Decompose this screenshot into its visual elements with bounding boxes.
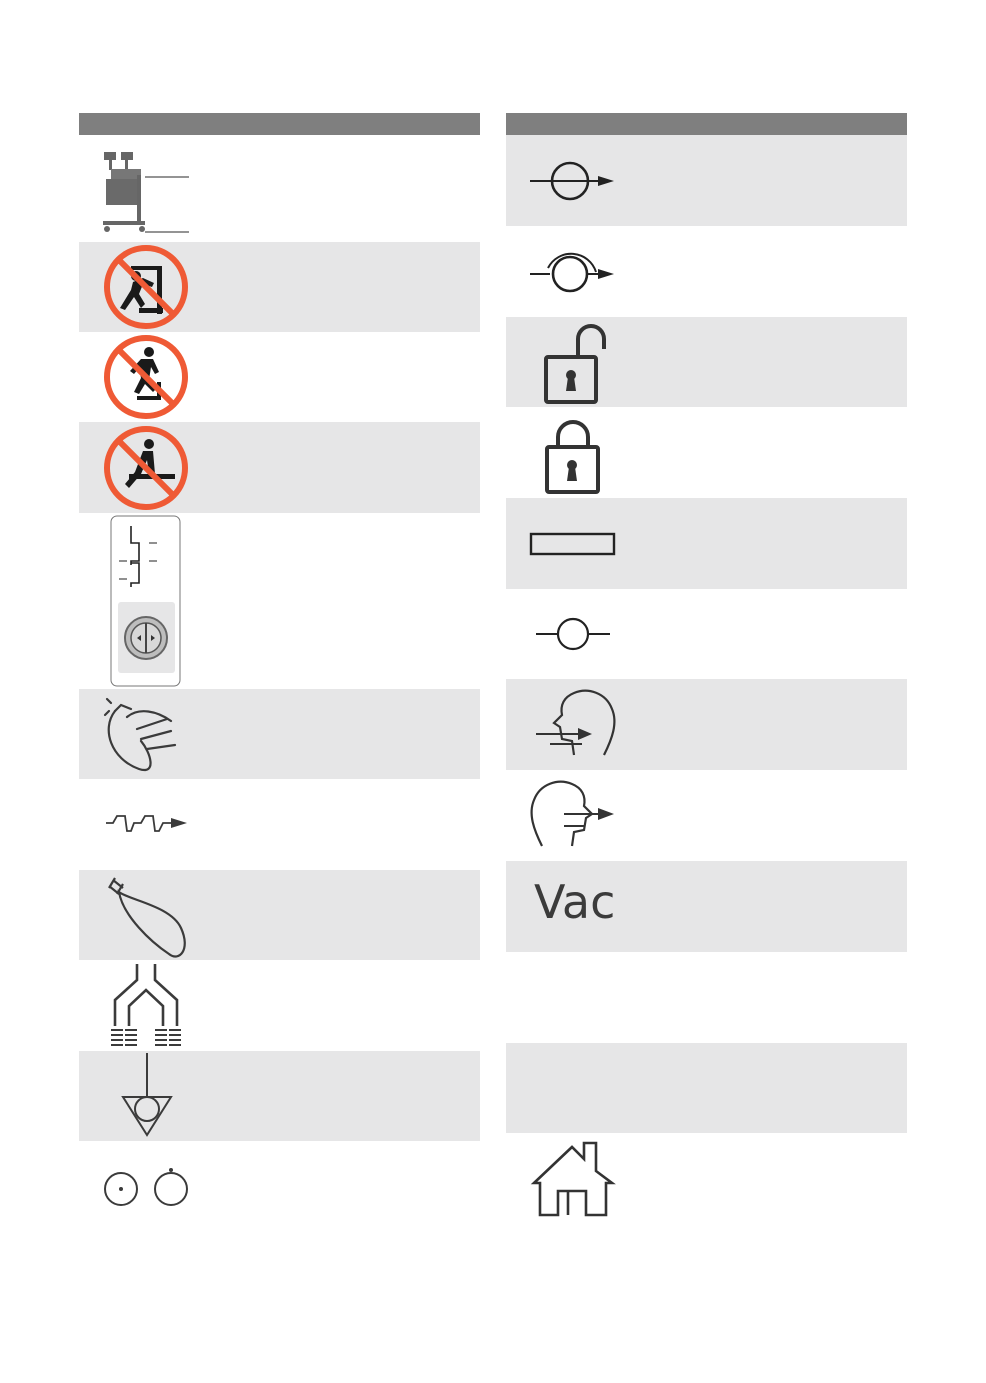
symbol-row: [79, 1051, 480, 1141]
right-column-header: [506, 113, 907, 135]
locked-icon: [506, 407, 907, 498]
left-column-header: [79, 113, 480, 135]
symbol-row: [79, 332, 480, 422]
valve-icon: [506, 589, 907, 679]
expiration-icon: [506, 770, 907, 861]
machine-transport-icon: [79, 135, 480, 242]
symbol-row: [79, 135, 480, 242]
symbol-row: [79, 870, 480, 960]
cylinder-valve-icon: [79, 513, 480, 689]
symbol-row: [506, 226, 907, 317]
symbol-row: [79, 689, 480, 779]
symbol-row-empty: [506, 1043, 907, 1133]
symbol-row: [506, 1133, 907, 1224]
manual-ventilation-icon: [79, 689, 480, 779]
aux-outlet-flow-icon: [506, 226, 907, 317]
symbol-row: [79, 513, 480, 689]
outlet-flow-icon: [506, 135, 907, 226]
symbol-row: [506, 317, 907, 407]
symbol-row: [506, 679, 907, 770]
no-stepping-icon: [79, 332, 480, 422]
y-piece-icon: [79, 960, 480, 1051]
no-pushing-icon: [79, 242, 480, 332]
inspiration-icon: [506, 679, 907, 770]
symbol-row: [79, 1141, 480, 1232]
symbol-row: [506, 861, 907, 952]
symbol-row: [506, 589, 907, 679]
symbol-row: [79, 422, 480, 513]
mechanical-ventilation-icon: [79, 779, 480, 870]
equipotential-ground-icon: [79, 1051, 480, 1141]
symbol-row: [79, 779, 480, 870]
symbol-row: [506, 407, 907, 498]
on-off-icon: [79, 1141, 480, 1232]
home-icon: [506, 1133, 907, 1224]
vacuum-label: Vac: [534, 875, 616, 929]
left-symbol-column: [79, 113, 480, 1232]
symbol-row: [506, 498, 907, 589]
breathing-bag-icon: [79, 870, 480, 960]
symbol-row: [79, 960, 480, 1051]
no-sitting-icon: [79, 422, 480, 513]
unlocked-icon: [506, 317, 907, 407]
fuse-icon: [506, 498, 907, 589]
symbol-row: [506, 770, 907, 861]
right-symbol-column: [506, 113, 907, 1224]
symbol-row-empty: [506, 952, 907, 1043]
symbol-row: [506, 135, 907, 226]
symbol-row: [79, 242, 480, 332]
